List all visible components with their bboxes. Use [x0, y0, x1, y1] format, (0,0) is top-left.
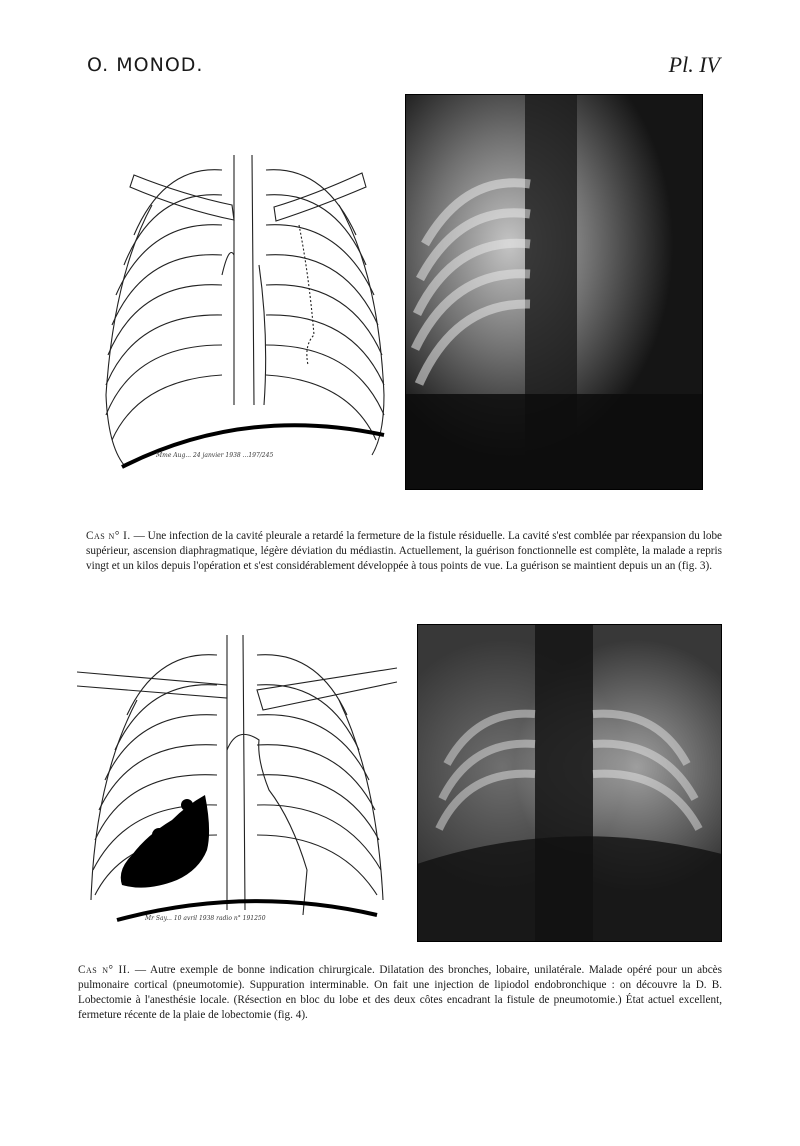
case2-drawing-note: Mr Say... 10 avril 1938 radio n° 191250: [145, 915, 266, 922]
case2-xray-photo: [417, 624, 722, 942]
plate-number: Pl. IV: [668, 52, 720, 77]
author-header: O. MONOD.: [87, 54, 204, 76]
case1-xray-photo: [405, 94, 703, 490]
trachea-outline: [234, 155, 254, 405]
case2-caption-text: — Autre exemple de bonne indication chirurgicale. Dilatation des bronches, lobaire, unilatérale. Malade opéré pour un abcès pulmonaire cortical (pneumotomie). Suppuration interminable. On fait une injection de lipiodol endobronchique : on découvre la D. B. Lobectomie à l'anesthésie locale. (Résection en bloc du lobe et des deux côtes encadrant la fistule de pneumotomie.) État actuel excellent, fermeture récente de la plaie de lobectomie (fig. 4).: [78, 964, 722, 1021]
case1-caption-text: — Une infection de la cavité pleurale a retardé la fermeture de la fistule résiduelle. La cavité s'est comblée par réexpansion du lobe supérieur, ascension diaphragmatique, légère déviation du médiastin. Actuellement, la guérison fonctionnelle est complète, la malade a repris vingt et un kilos depuis l'opération et s'est considérablement développée à tous points de vue. La guérison se maintient depuis un an (fig. 3).: [86, 530, 722, 572]
case1-drawing-note: Mme Aug... 24 janvier 1938 ...197/245: [156, 452, 274, 459]
case1-caption-label: Cas n° I.: [86, 530, 131, 542]
right-clavicle: [257, 668, 397, 710]
heart-outline: [227, 734, 307, 915]
case2-caption: [78, 963, 722, 1023]
right-clavicle: [274, 173, 366, 221]
trachea-outline: [227, 635, 245, 910]
case2-chest-drawing: [77, 630, 397, 930]
case1-caption: [86, 529, 722, 574]
case2-caption-label: Cas n° II.: [78, 964, 131, 976]
case1-chest-drawing: [94, 95, 394, 475]
diaphragm-line: [122, 425, 384, 467]
lipiodol-bronchi: [121, 795, 209, 888]
